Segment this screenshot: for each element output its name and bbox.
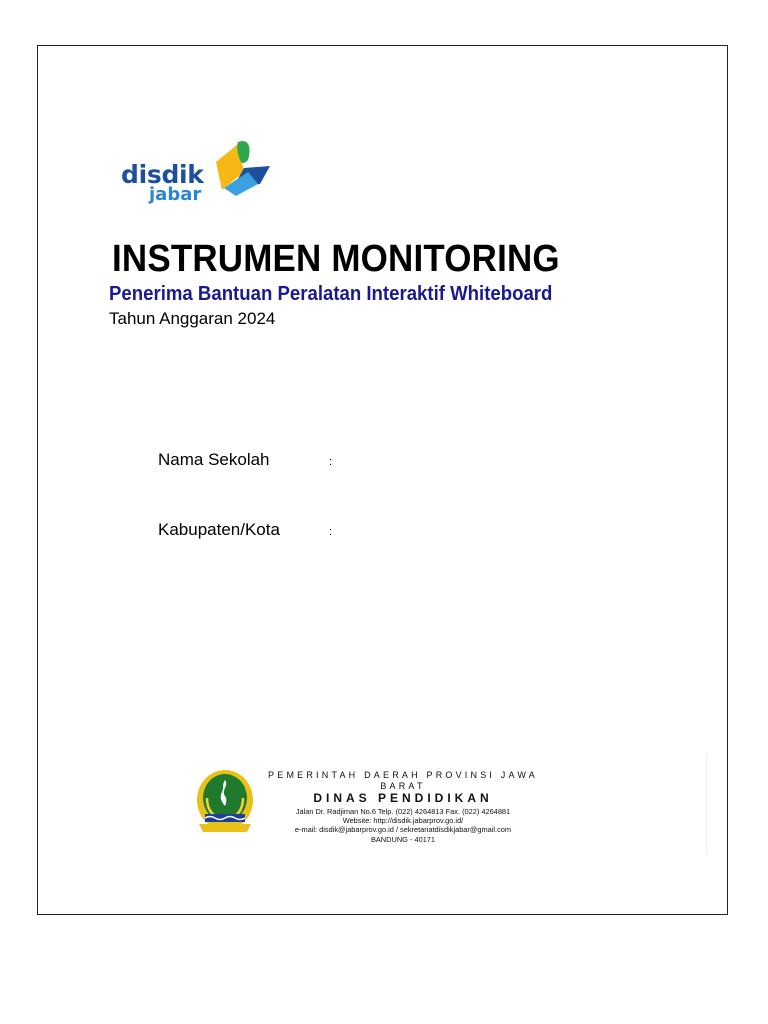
letterhead-text xyxy=(258,770,548,844)
book-logo-icon xyxy=(214,138,276,198)
logo-word-jabar: jabar xyxy=(149,184,202,205)
cover-page-frame xyxy=(37,45,728,915)
district-city-label: Kabupaten/Kota xyxy=(158,520,280,539)
document-subtitle: Penerima Bantuan Peralatan Interaktif Whiteboard xyxy=(109,283,553,305)
school-name-label: Nama Sekolah xyxy=(158,450,270,469)
district-city-colon: : xyxy=(329,526,333,538)
disdik-jabar-logo xyxy=(121,138,281,218)
letterhead-email: e-mail: disdik@jabarprov.go.id / sekretariatdisdikjabar@gmail.com xyxy=(294,825,512,835)
logo-word-disdik: disdik xyxy=(121,160,204,189)
budget-year: Tahun Anggaran 2024 xyxy=(109,309,276,328)
letterhead-website: Website: http://disdik.jabarprov.go.id/ xyxy=(342,816,464,826)
document-title: INSTRUMEN MONITORING xyxy=(112,238,560,280)
letterhead-office: DINAS PENDIDIKAN xyxy=(313,791,493,805)
letterhead-government: PEMERINTAH DAERAH PROVINSI JAWA BARAT xyxy=(268,770,538,791)
letterhead-city: BANDUNG - 40171 xyxy=(370,834,436,844)
letterhead-address: Jalan Dr. Radjiman No.6 Telp. (022) 4264813 Fax. (022) 4264881 xyxy=(295,807,511,816)
office-letterhead xyxy=(58,754,707,854)
school-name-colon: : xyxy=(329,456,333,468)
west-java-emblem-icon xyxy=(195,768,255,836)
